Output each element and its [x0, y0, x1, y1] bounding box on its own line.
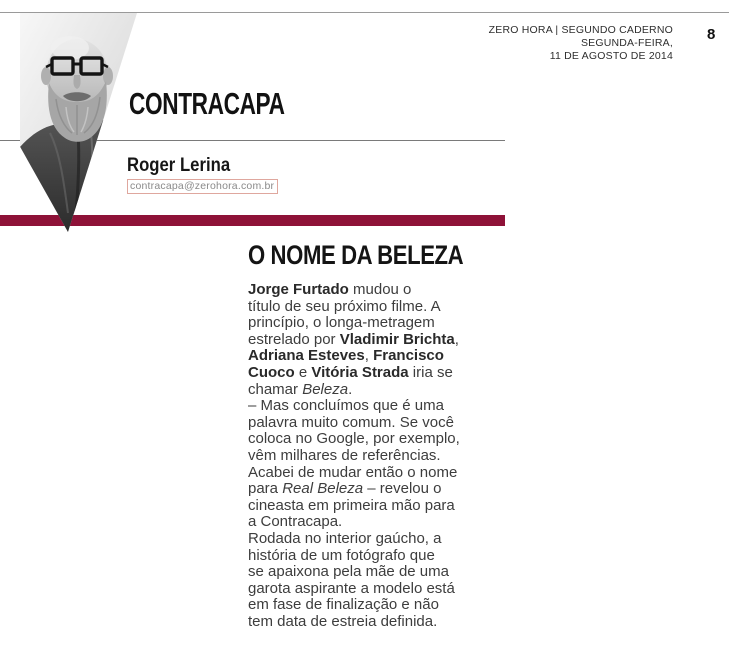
article-line: história de um fotógrafo que: [248, 546, 435, 564]
article-line: Acabei de mudar então o nome: [248, 463, 458, 481]
article: [248, 242, 508, 630]
article-line: Cuoco e Vitória Strada iria se: [248, 363, 453, 381]
top-rule: [0, 12, 729, 13]
article-line: Adriana Esteves, Francisco: [248, 347, 444, 365]
article-line: princípio, o longa-metragem: [248, 314, 435, 332]
article-line: se apaixona pela mãe de uma: [248, 563, 449, 581]
author-email-link[interactable]: contracapa@zerohora.com.br: [127, 179, 278, 194]
article-line: Jorge Furtado mudou o: [248, 281, 412, 298]
accent-bar: [0, 215, 505, 226]
article-line: a Contracapa.: [248, 513, 343, 531]
article-line: título de seu próximo filme. A: [248, 297, 441, 315]
article-headline-text: O NOME DA BELEZA: [248, 240, 464, 270]
masthead-weekday: SEGUNDA-FEIRA,: [580, 37, 673, 49]
article-line: palavra muito comum. Se você: [248, 413, 454, 431]
author-name-text: Roger Lerina: [127, 155, 231, 176]
author-name: [127, 156, 244, 175]
article-line: vêm milhares de referências.: [248, 446, 441, 464]
article-line: Rodada no interior gaúcho, a: [248, 529, 442, 547]
section-title: [129, 88, 342, 119]
article-line: chamar Beleza.: [248, 380, 353, 398]
masthead-date: 11 DE AGOSTO DE 2014: [549, 50, 673, 62]
masthead-publication: ZERO HORA | SEGUNDO CADERNO: [488, 24, 673, 36]
article-line: – Mas concluímos que é uma: [248, 397, 444, 415]
article-headline: [248, 242, 508, 269]
article-line: tem data de estreia definida.: [248, 612, 438, 630]
author-portrait-illustration: [20, 13, 137, 232]
author-portrait-photo: [20, 13, 137, 232]
article-line: cineasta em primeira mão para: [248, 496, 455, 514]
masthead: [413, 24, 673, 63]
page-number: 8: [707, 26, 716, 43]
section-title-text: CONTRACAPA: [129, 86, 285, 121]
article-line: garota aspirante a modelo está: [248, 579, 455, 597]
article-line: estrelado por Vladimir Brichta,: [248, 330, 459, 348]
article-body: [248, 282, 508, 630]
article-line: coloca no Google, por exemplo,: [248, 430, 460, 448]
article-line: para Real Beleza – revelou o: [248, 480, 442, 498]
article-line: em fase de finalização e não: [248, 596, 439, 614]
